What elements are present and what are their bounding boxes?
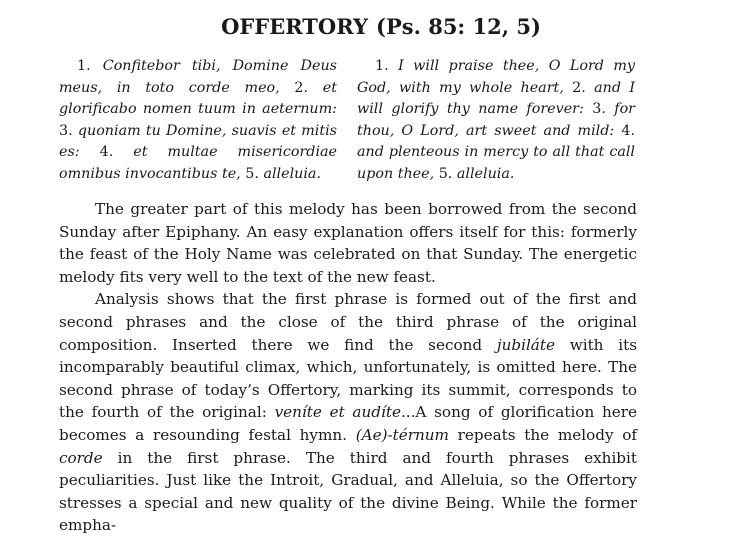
paragraph-2-part-d: repeats the melody of <box>448 425 637 444</box>
verse-number: 4. <box>99 144 114 161</box>
paragraph-2-part-b: with its incomparably beautiful climax, which, unfortunately, is omitted here. The second phrase of today’s Offertory, marking its summit, corresponds to the fourth of the original: <box>59 335 637 422</box>
offertory-heading <box>0 14 742 40</box>
verse-number: 3. <box>592 101 606 118</box>
verse-text: Confitebor tibi, Domine Deus meus, in toto corde meo, <box>59 58 338 96</box>
paragraph-2-part-a: Analysis shows that the first phrase is formed out of the first and second phrases and the close of the third phrase of the original composition. Inserted there we find the second <box>59 290 637 354</box>
verse-text: alleluia. <box>456 165 515 182</box>
latin-text-column <box>59 56 337 186</box>
paragraph-2-part-c: ...A song of glorification here becomes a resounding festal hymn. <box>59 403 637 444</box>
verse-number: 3. <box>59 122 73 139</box>
paragraph-2-part-e: in the first phrase. The third and fourth phrases exhibit peculiarities. Just like the Introit, Gradual, and Alleluia, so the Offertory stresses a special and new quality of the divine Being. While the former empha- <box>59 448 637 535</box>
emphasis-corde: corde <box>59 448 103 467</box>
verse-number: 1. <box>375 58 389 74</box>
paragraph-2 <box>59 288 637 537</box>
verse-number: 5. <box>438 165 453 182</box>
verse-text: et multae misericordiae omnibus invocantibus te, <box>59 144 338 182</box>
emphasis-aeternum: (Ae)-térnum <box>355 425 449 444</box>
verse-text: alleluia. <box>263 165 322 182</box>
paragraph-1: The greater part of this melody has been borrowed from the second Sunday after Epiphany. An easy explanation offers itself for this: formerly the feast of the Holy Name was celebrated on that Sunday. The energetic melody fits very well to the text of the new feast. <box>59 200 637 286</box>
latin-verses <box>59 56 337 186</box>
verse-text: I will praise thee, O Lord my God, with my whole heart, <box>357 58 635 96</box>
verse-text: and I will glorify thy name forever: <box>357 79 635 118</box>
verse-number: 2. <box>572 79 586 96</box>
english-verses <box>357 56 635 186</box>
emphasis-venite: veníte et audíte <box>274 403 401 422</box>
verse-text: and plenteous in mercy to all that call upon thee, <box>357 144 635 182</box>
commentary-body <box>59 198 637 537</box>
verse-number: 4. <box>621 122 635 139</box>
heading-reference: (Ps. 85: 12, 5) <box>376 14 541 39</box>
emphasis-jubilate: jubiláte <box>496 335 555 354</box>
verse-text: et glorificabo nomen tuum in aeternum: <box>59 79 337 118</box>
verse-text: quoniam tu Domine, suavis et mitis es: <box>59 122 337 161</box>
verse-text: for thou, O Lord, art sweet and mild: <box>357 101 636 139</box>
verse-number: 1. <box>77 58 91 74</box>
english-text-column <box>357 56 635 186</box>
verse-number: 2. <box>294 79 309 96</box>
heading-title: OFFERTORY <box>221 14 369 39</box>
verse-number: 5. <box>245 165 259 182</box>
